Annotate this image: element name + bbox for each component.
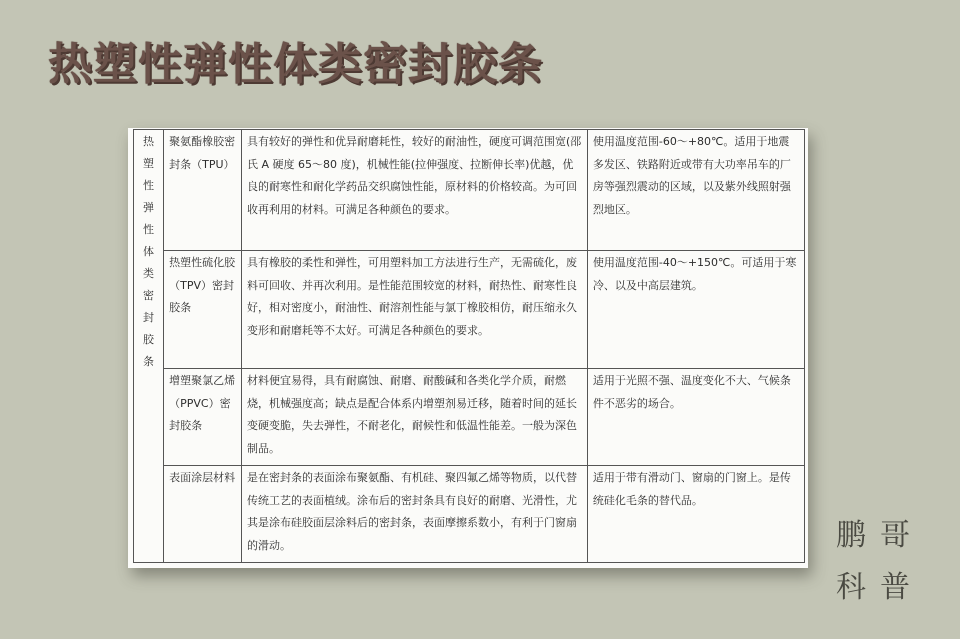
watermark-char: 科 <box>836 570 880 605</box>
material-properties: 具有较好的弹性和优异耐磨耗性，较好的耐油性，硬度可调范围宽(邵氏 A 硬度 65～80 度)，机械性能(拉伸强度、拉断伸长率)优越，优良的耐寒性和耐化学药品交织腐蚀性能，原材料的价格较高。为可回收再利用的材料。可满足各种颜色的要求。 <box>242 130 588 251</box>
category-char: 弹 <box>143 201 155 214</box>
spec-table-card <box>128 128 808 568</box>
table-row <box>134 466 805 563</box>
material-application: 使用温度范围-60～+80℃。适用于地震多发区、铁路附近或带有大功率吊车的厂房等强烈震动的区域，以及紫外线照射强烈地区。 <box>587 130 804 251</box>
category-char: 热 <box>143 135 155 148</box>
category-char: 性 <box>143 179 155 192</box>
category-char: 体 <box>143 245 155 258</box>
category-char: 条 <box>143 355 155 368</box>
category-char: 性 <box>143 223 155 236</box>
watermark-char: 普 <box>880 570 924 605</box>
spec-table <box>133 129 805 563</box>
page-title: 热塑性弹性体类密封胶条 <box>48 39 543 90</box>
material-properties: 具有橡胶的柔性和弹性，可用塑料加工方法进行生产，无需硫化，废料可回收、并再次利用。是性能范围较宽的材料，耐热性、耐寒性良好，相对密度小，耐油性、耐溶剂性能与氯丁橡胶相仿，耐压缩永久变形和耐磨耗等不太好。可满足各种颜色的要求。 <box>242 251 588 369</box>
material-application: 使用温度范围-40～+150℃。可适用于寒冷、以及中高层建筑。 <box>587 251 804 369</box>
category-char: 封 <box>143 311 155 324</box>
category-char: 胶 <box>143 333 155 346</box>
material-properties: 是在密封条的表面涂布聚氨酯、有机硅、聚四氟乙烯等物质，以代替传统工艺的表面植绒。涂布后的密封条具有良好的耐磨、光滑性，尤其是涂布硅胶面层涂料后的密封条，表面摩擦系数小，有利于门窗扇的滑动。 <box>242 466 588 563</box>
watermark-line <box>836 510 924 562</box>
material-application: 适用于带有滑动门、窗扇的门窗上。是传统硅化毛条的替代品。 <box>587 466 804 563</box>
material-name: 热塑性硫化胶（TPV）密封胶条 <box>164 251 242 369</box>
category-char: 密 <box>143 289 155 302</box>
watermark-line <box>836 562 924 614</box>
author-watermark <box>836 510 924 614</box>
material-name: 增塑聚氯乙烯（PPVC）密封胶条 <box>164 369 242 466</box>
watermark-char: 哥 <box>880 518 924 553</box>
material-application: 适用于光照不强、温度变化不大、气候条件不恶劣的场合。 <box>587 369 804 466</box>
watermark-char: 鹏 <box>836 518 880 553</box>
category-char: 塑 <box>143 157 155 170</box>
material-properties: 材料便宜易得，具有耐腐蚀、耐磨、耐酸碱和各类化学介质，耐燃烧，机械强度高；缺点是配合体系内增塑剂易迁移，随着时间的延长变硬变脆，失去弹性，不耐老化，耐候性和低温性能差。一般为深色制品。 <box>242 369 588 466</box>
table-row <box>134 369 805 466</box>
table-row <box>134 130 805 251</box>
material-name: 表面涂层材料 <box>164 466 242 563</box>
material-name: 聚氨酯橡胶密封条（TPU） <box>164 130 242 251</box>
table-row <box>134 251 805 369</box>
category-cell <box>134 130 164 563</box>
category-char: 类 <box>143 267 155 280</box>
